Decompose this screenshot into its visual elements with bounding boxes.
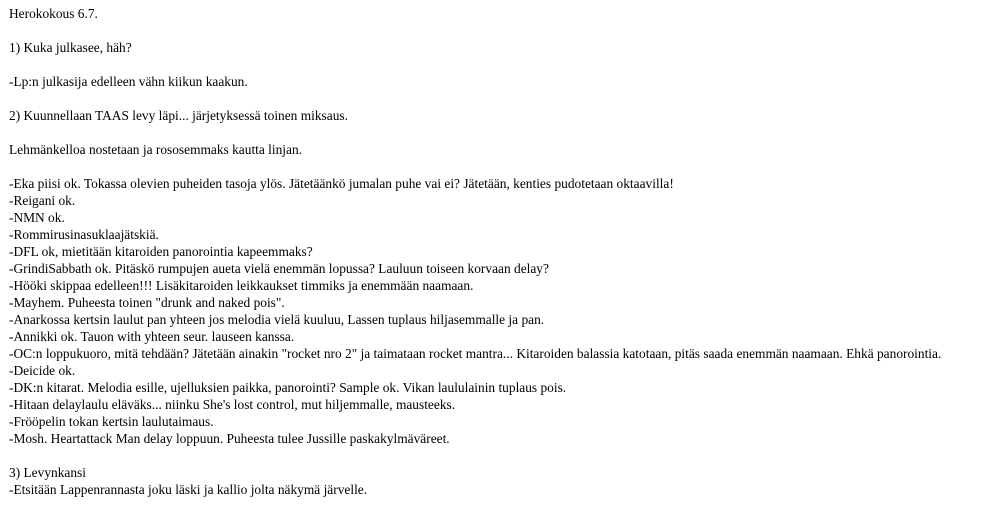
section-2-line: -OC:n loppukuoro, mitä tehdään? Jätetään ainakin "rocket nro 2" ja taimataan rocket mantra... Kitaroiden balassia katotaan, pitäs saada enemmän naamaan. Ehkä panorointia.: [9, 346, 942, 361]
section-2-line: -Mosh. Heartattack Man delay loppuun. Puheesta tulee Jussille paskakylmäväreet.: [9, 431, 450, 446]
document-title: Herokokous 6.7.: [9, 6, 98, 21]
section-2-line: -Annikki ok. Tauon with yhteen seur. lauseen kanssa.: [9, 329, 295, 344]
section-2-line: -Anarkossa kertsin laulut pan yhteen jos melodia vielä kuuluu, Lassen tuplaus hiljasemmalle ja pan.: [9, 312, 545, 327]
section-2-line: -Frööpelin tokan kertsin laulutaimaus.: [9, 414, 214, 429]
section-2-line: -Hööki skippaa edelleen!!! Lisäkitaroiden leikkaukset timmiks ja enemmään naamaan.: [9, 278, 474, 293]
spacer: [9, 124, 1000, 141]
section-2-line: -DFL ok, mietitään kitaroiden panorointia kapeemmaks?: [9, 244, 313, 259]
section-2-line: -Eka piisi ok. Tokassa olevien puheiden tasoja ylös. Jätetäänkö jumalan puhe vai ei? Jätetään, kenties pudotetaan oktaavilla!: [9, 176, 674, 191]
section-2-intro: Lehmänkelloa nostetaan ja rososemmaks kautta linjan.: [9, 142, 303, 157]
spacer: [9, 158, 1000, 175]
section-2-line: -DK:n kitarat. Melodia esille, ujelluksien paikka, panorointi? Sample ok. Vikan laululainin tuplaus pois.: [9, 380, 567, 395]
spacer: [9, 22, 1000, 39]
section-2-line: -Rommirusinasuklaajätskiä.: [9, 227, 159, 242]
section-1-heading: 1) Kuka julkasee, häh?: [9, 40, 132, 55]
spacer: [9, 90, 1000, 107]
section-3-heading: 3) Levynkansi: [9, 465, 86, 480]
section-2-line: -GrindiSabbath ok. Pitäskö rumpujen aueta vielä enemmän lopussa? Lauluun toiseen korvaan delay?: [9, 261, 549, 276]
spacer: [9, 56, 1000, 73]
section-2-line: -NMN ok.: [9, 210, 65, 225]
section-2-line: -Deicide ok.: [9, 363, 76, 378]
section-2-line: -Mayhem. Puheesta toinen "drunk and naked pois".: [9, 295, 285, 310]
section-3-line: -Etsitään Lappenrannasta joku läski ja kallio jolta näkymä järvelle.: [9, 482, 368, 497]
section-2-line: -Reigani ok.: [9, 193, 76, 208]
spacer: [9, 447, 1000, 464]
section-2-heading: 2) Kuunnellaan TAAS levy läpi... järjetyksessä toinen miksaus.: [9, 108, 348, 123]
section-1-line: -Lp:n julkasija edelleen vähn kiikun kaakun.: [9, 74, 248, 89]
section-2-line: -Hitaan delaylaulu eläväks... niinku She's lost control, mut hiljemmalle, mausteeks.: [9, 397, 456, 412]
